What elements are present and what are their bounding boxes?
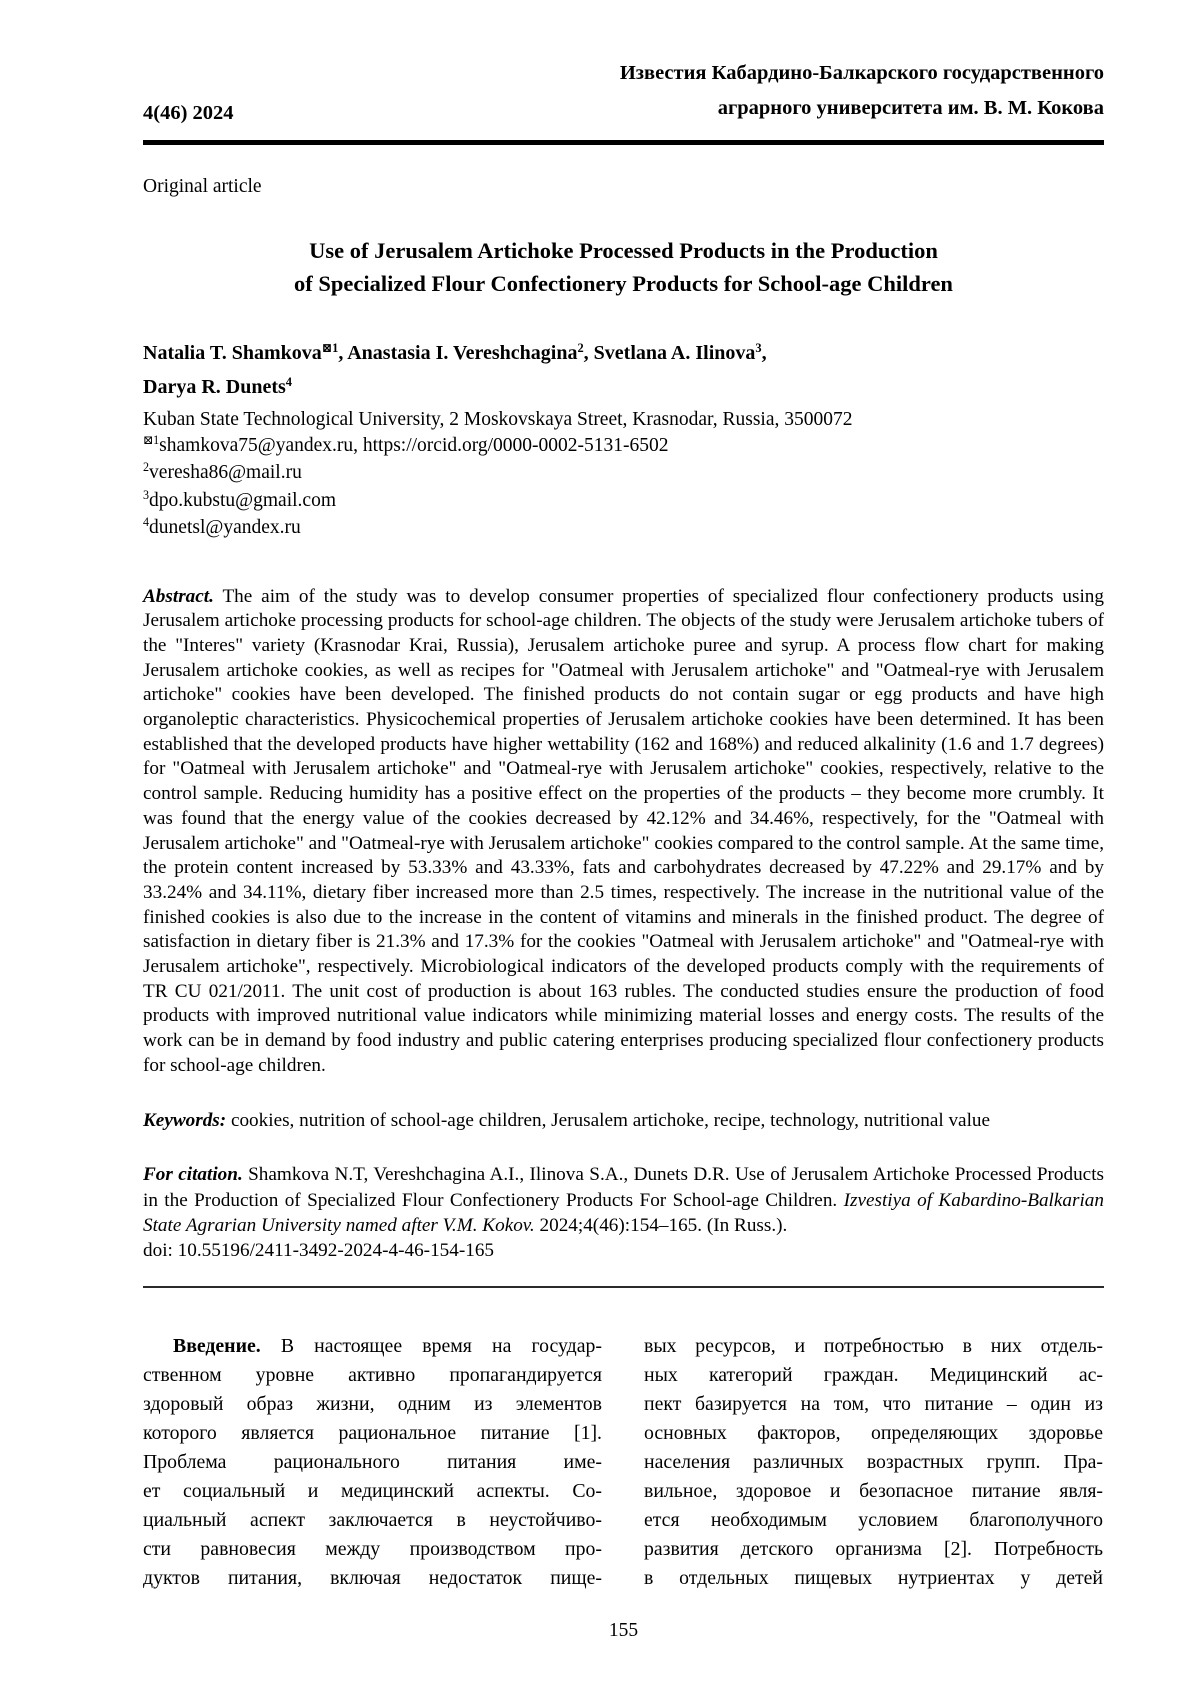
contact-superscript: 3 (143, 487, 150, 502)
keywords (143, 1109, 1104, 1134)
abstract-text: The aim of the study was to develop consumer properties of specialized flour confectionery products using Jerusalem artichoke processing products for school-age children. The objects of the study were Jerusalem artichoke tubers of the "Interes" variety (Krasnodar Krai, Russia), Jerusalem artichoke puree and syrup. A process flow chart for making Jerusalem artichoke cookies, as well as recipes for "Oatmeal with Jerusalem artichoke" and "Oatmeal-rye with Jerusalem artichoke" cookies have been developed. The finished products do not contain sugar or egg products and have high organoleptic characteristics. Physicochemical properties of Jerusalem artichoke cookies have been determined. It has been established that the developed products have higher wettability (162 and 168%) and reduced alkalinity (1.6 and 1.7 degrees) for "Oatmeal with Jerusalem artichoke" and "Oatmeal-rye with Jerusalem artichoke" cookies, respectively, relative to the control sample. Reducing humidity has a positive effect on the properties of the products – they become more crumbly. It was found that the energy value of the cookies decreased by 42.12% and 34.46%, respectively, for the "Oatmeal with Jerusalem artichoke" and "Oatmeal-rye with Jerusalem artichoke" cookies compared to the control sample. At the same time, the protein content increased by 53.33% and 43.33%, fats and carbohydrates decreased by 47.22% and 29.17% and by 33.24% and 34.11%, dietary fiber increased more than 2.5 times, respectively. The increase in the nutritional value of the finished cookies is also due to the increase in the content of vitamins and minerals in the finished product. The degree of satisfaction in dietary fiber is 21.3% and 17.3% for the cookies "Oatmeal with Jerusalem artichoke" and "Oatmeal-rye with Jerusalem artichoke", respectively. Microbiological indicators of the developed products comply with the requirements of TR CU 021/2011. The unit cost of production is about 163 rubles. The conducted studies ensure the production of food products with improved nutritional value indicators while minimizing material losses and energy costs. The results of the work can be in demand by food industry and public catering enterprises producing specialized flour confectionery products for school-age children. (143, 585, 1104, 1076)
introduction-heading: Введение. (173, 1335, 261, 1358)
page-number: 155 (608, 1620, 639, 1642)
journal-name-line1: Известия Кабардино-Балкарского государственного (619, 62, 1104, 84)
intro-text-line: пект базируется на том, что питание – один из (644, 1393, 1103, 1416)
author-superscript: 2 (577, 341, 584, 356)
author-superscript: ⊠1 (321, 341, 339, 356)
article-title (143, 234, 1104, 300)
intro-text-line: развития детского организма [2]. Потребность (644, 1538, 1103, 1561)
intro-text-line: ется необходимым условием благополучного (644, 1509, 1103, 1532)
intro-text-line: Проблема рационального питания име- (143, 1451, 602, 1474)
abstract (143, 585, 1104, 1079)
citation-text: Shamkova N.T, Vereshchagina A.I., Ilinova S.A., Dunets D.R. Use of Jerusalem Artichoke Processed Products in the Production of Specialized Flour Confectionery Products For School-age Children. (143, 1164, 1104, 1211)
intro-text-line: дуктов питания, включая недостаток пище- (143, 1567, 602, 1590)
doi: doi: 10.55196/2411-3492-2024-4-46-154-165 (143, 1240, 495, 1262)
issue-number: 4(46) 2024 (143, 102, 234, 124)
intro-left-lines (143, 1361, 602, 1593)
intro-text-line: здоровый образ жизни, одним из элементов (143, 1393, 602, 1416)
keywords-text: cookies, nutrition of school-age children, Jerusalem artichoke, recipe, technology, nutritional value (226, 1109, 991, 1131)
journal-name-line2: аграрного университета им. В. М. Кокова (717, 97, 1104, 119)
intro-text-line: основных факторов, определяющих здоровье (644, 1422, 1103, 1445)
for-citation (143, 1162, 1104, 1263)
article-title-line2: of Specialized Flour Confectionery Products for School-age Children (294, 271, 953, 296)
author-name: Svetlana A. Ilinova (593, 342, 756, 364)
journal-name (620, 56, 1104, 126)
intro-text-line: населения различных возрастных групп. Пра- (644, 1451, 1103, 1474)
intro-text-line: в отдельных пищевых нутриентах у детей (644, 1567, 1103, 1590)
intro-text-line: ет социальный и медицинский аспекты. Со- (143, 1480, 602, 1503)
contact-superscript: 2 (143, 460, 150, 475)
contact-line: $^2$veresha86@mail.ru (143, 460, 302, 483)
keywords-label: Keywords: (143, 1109, 227, 1131)
intro-text-line: вильное, здоровое и безопасное питание явля- (644, 1480, 1103, 1503)
intro-first-line (143, 1332, 602, 1361)
contact-superscript: ⊠1 (143, 432, 160, 447)
intro-text-line: сти равновесия между производством про- (143, 1538, 602, 1561)
author-name: Darya R. Dunets (143, 376, 286, 398)
intro-right-lines (644, 1332, 1103, 1593)
author-superscript: 4 (285, 375, 292, 390)
contact-superscript: 4 (143, 515, 150, 530)
intro-text-line: которого является рациональное питание [1]. (143, 1422, 602, 1445)
intro-text-line: вых ресурсов, и потребностью в них отдель- (644, 1335, 1103, 1358)
affiliation: Kuban State Technological University, 2 Moskovskaya Street, Krasnodar, Russia, 3500072 (143, 409, 853, 430)
citation-issue-pages: 2024;4(46):154–165. (In Russ.). (534, 1214, 788, 1236)
contact-lines (143, 433, 1104, 543)
intro-left-column (143, 1332, 602, 1593)
article-type-label: Original article (143, 176, 262, 197)
intro-text-line: циальный аспект заключается в неустойчиво- (143, 1509, 602, 1532)
page-header (143, 56, 1104, 126)
citation-journal-italic: Izvestiya of Kabardino-Balkarian State Agrarian University named after V.M. Kokov. (143, 1189, 1104, 1236)
section-divider (143, 1286, 1104, 1288)
intro-text-line: ственном уровне активно пропагандируется (143, 1364, 602, 1387)
intro-first-line-text: В настоящее время на государ- (260, 1335, 602, 1358)
header-divider (143, 140, 1104, 145)
intro-right-column (644, 1332, 1103, 1593)
author-name: Anastasia I. Vereshchagina (347, 342, 578, 364)
introduction-columns (143, 1332, 1104, 1593)
intro-text-line: ных категорий граждан. Медицинский ас- (644, 1364, 1103, 1387)
contact-line: $^{⊠1}$shamkova75@yandex.ru, https://orcid.org/0000-0002-5131-6502 (143, 432, 669, 456)
article-title-line1: Use of Jerusalem Artichoke Processed Products in the Production (309, 238, 938, 263)
authors-line: Natalia T. Shamkova$^{⊠1}$, Anastasia I. Vereshchagina$^2$, Svetlana A. Ilinova$^3$, Darya R. Dunets$^4$ (143, 341, 767, 398)
author-superscript: 3 (755, 341, 762, 356)
for-citation-label: For citation. (143, 1164, 243, 1186)
author-name: Natalia T. Shamkova (143, 342, 322, 364)
contact-line: $^3$dpo.kubstu@gmail.com (143, 487, 336, 511)
abstract-label: Abstract. (143, 585, 214, 607)
contact-line: $^4$dunetsl@yandex.ru (143, 515, 301, 538)
